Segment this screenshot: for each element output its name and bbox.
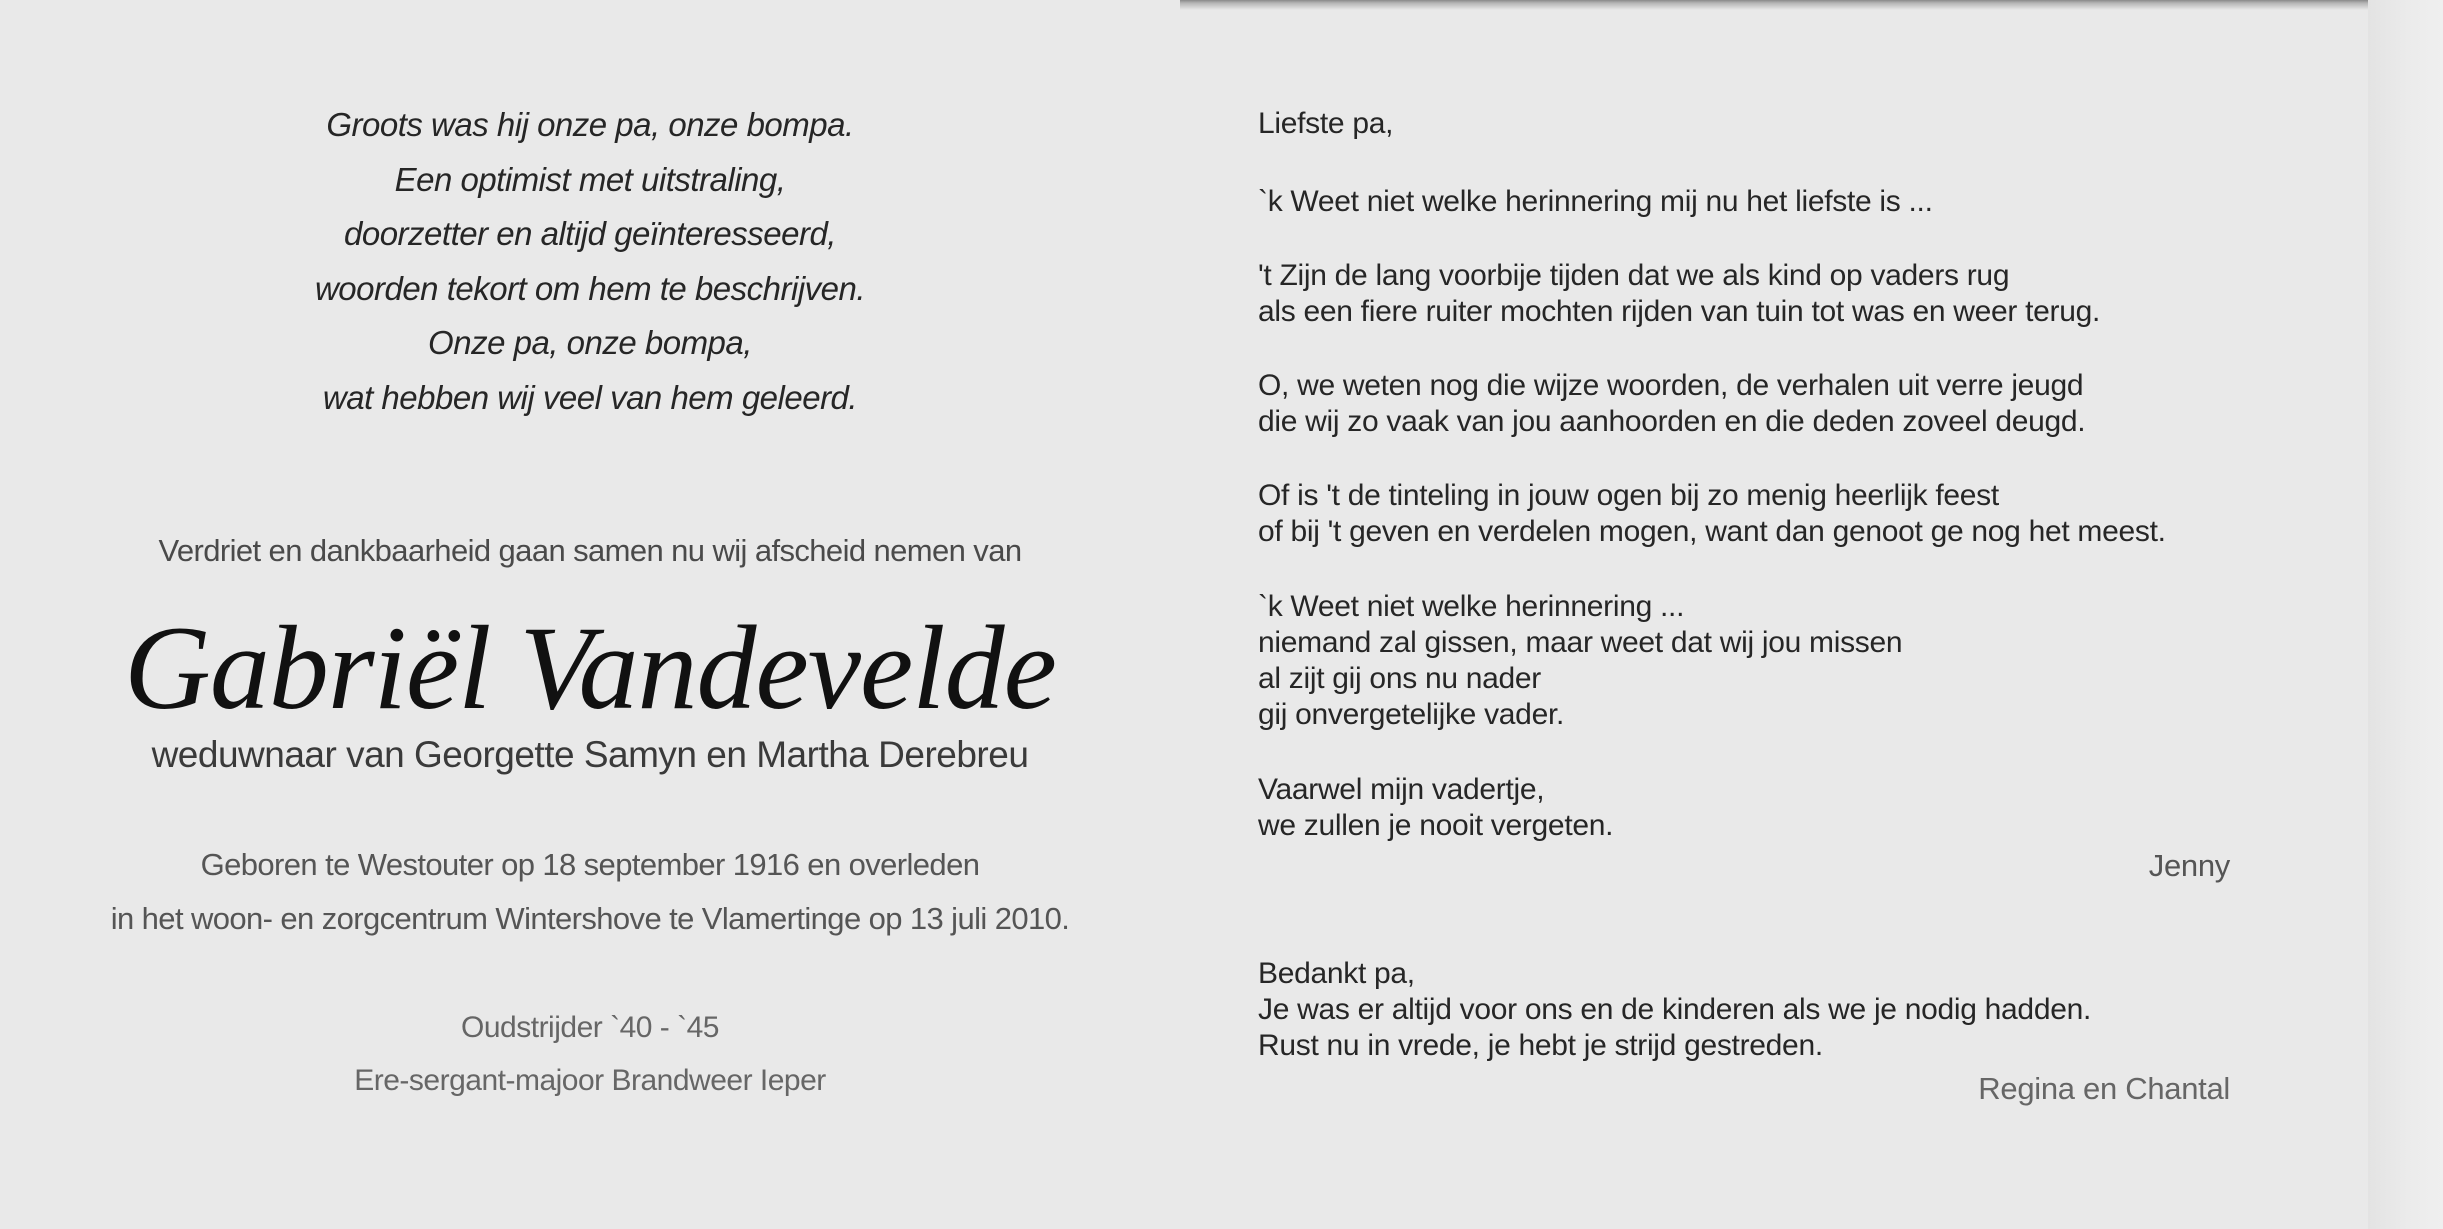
letter-line: gij onvergetelijke vader. xyxy=(1258,698,1565,731)
letter-line: al zijt gij ons nu nader xyxy=(1258,662,1541,695)
poem-line: Onze pa, onze bompa, xyxy=(428,324,752,361)
letter-line: als een fiere ruiter mochten rijden van tuin tot was en weer terug. xyxy=(1258,295,2101,328)
letter-stanza xyxy=(1258,478,2166,550)
letter-stanza xyxy=(1258,589,1902,733)
poem-line: Groots was hij onze pa, onze bompa. xyxy=(326,106,854,143)
letter-line: Of is 't de tinteling in jouw ogen bij zo menig heerlijk feest xyxy=(1258,479,1999,512)
poem-line: woorden tekort om hem te beschrijven. xyxy=(314,269,866,307)
signature-jenny: Jenny xyxy=(2148,848,2230,883)
letter-stanza xyxy=(1258,368,2085,440)
letter-line: `k Weet niet welke herinnering ... xyxy=(1258,590,1685,623)
thanks-stanza xyxy=(1258,956,2091,1064)
poem-line: doorzetter en altijd geïnteresseerd, xyxy=(344,215,836,252)
letter-line: we zullen je nooit vergeten. xyxy=(1258,809,1614,842)
letter-line: Je was er altijd voor ons en de kinderen als we je nodig hadden. xyxy=(1258,993,2092,1026)
fire-brigade-title: Ere-sergant-majoor Brandweer Ieper xyxy=(354,1064,826,1097)
right-panel xyxy=(1255,0,2275,1229)
scan-edge xyxy=(2368,0,2443,1229)
letter-line: 't Zijn de lang voorbije tijden dat we als kind op vaders rug xyxy=(1258,259,2010,292)
letter-line: Bedankt pa, xyxy=(1258,957,1415,990)
poem-line: wat hebben wij veel van hem geleerd. xyxy=(322,378,858,416)
poem-line: Een optimist met uitstraling, xyxy=(394,160,786,198)
letter-stanza xyxy=(1258,184,1933,220)
letter-salutation: Liefste pa, xyxy=(1258,107,1394,140)
memorial-poem xyxy=(220,98,960,425)
letter-stanza xyxy=(1258,772,1613,844)
letter-line: Rust nu in vrede, je hebt je strijd gestreden. xyxy=(1258,1029,1823,1062)
announcement-intro: Verdriet en dankbaarheid gaan samen nu wij afscheid nemen van xyxy=(158,533,1022,568)
birth-line: Geboren te Westouter op 18 september 1916 en overleden xyxy=(200,847,980,882)
letter-line: `k Weet niet welke herinnering mij nu het liefste is ... xyxy=(1258,185,1933,218)
death-line: in het woon- en zorgcentrum Wintershove te Vlamertinge op 13 juli 2010. xyxy=(110,901,1070,936)
letter-stanza xyxy=(1258,258,2100,330)
signature-regina-chantal: Regina en Chantal xyxy=(1978,1071,2230,1106)
letter-line: O, we weten nog die wijze woorden, de verhalen uit verre jeugd xyxy=(1258,369,2084,402)
letter-line: Vaarwel mijn vadertje, xyxy=(1258,773,1545,806)
letter-line: die wij zo vaak van jou aanhoorden en die deden zoveel deugd. xyxy=(1258,405,2086,438)
left-panel xyxy=(0,0,1185,1229)
spouse-line: weduwnaar van Georgette Samyn en Martha Derebreu xyxy=(151,734,1029,775)
letter-line: of bij 't geven en verdelen mogen, want dan genoot ge nog het meest. xyxy=(1258,515,2166,548)
letter-line: niemand zal gissen, maar weet dat wij jou missen xyxy=(1258,626,1903,659)
deceased-name: Gabriël Vandevelde xyxy=(124,601,1056,734)
veteran-title: Oudstrijder `40 - `45 xyxy=(461,1011,719,1044)
